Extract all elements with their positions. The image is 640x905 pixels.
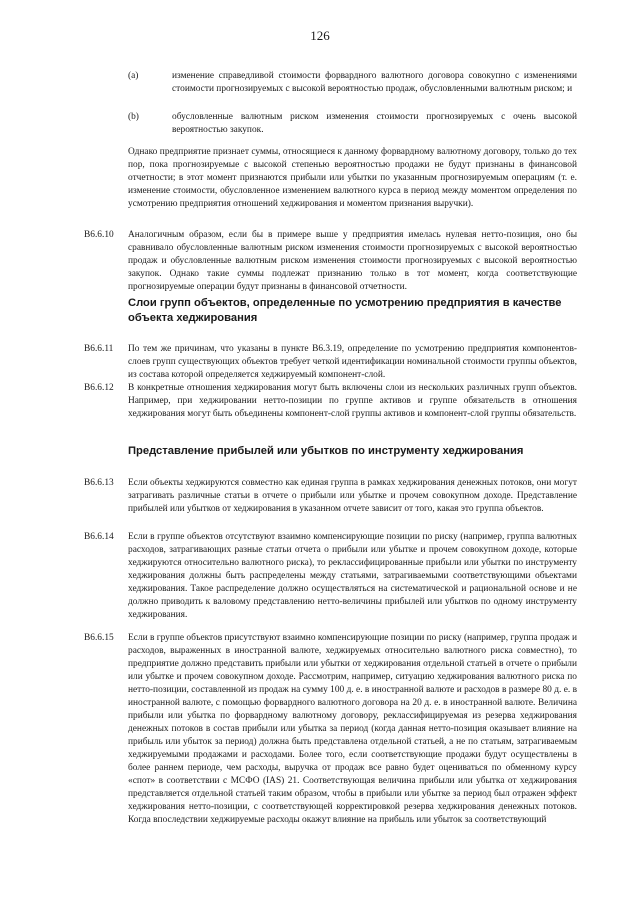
body-paragraph: В конкретные отношения хеджирования могут быть включены слои из нескольких различных групп объектов. Например, при хеджировании нетто-позиции по группе активов и группе обязательств в отношения хеджирования могут быть объединены компонент-слой группы активов и компонент-слой группы обязательств. — [128, 383, 577, 419]
list-item-label: (b) — [128, 112, 139, 122]
body-paragraph: По тем же причинам, что указаны в пункте B6.3.19, определение по усмотрению предприятия компонентов-слоев групп существующих объектов требует четкой идентификации номинальной стоимости группы объектов, из состава которой определяется хеджируемый компонент-слой. — [128, 344, 577, 380]
paragraph-number: B6.6.12 — [84, 383, 114, 393]
body-paragraph: Если в группе объектов присутствуют взаимно компенсирующие позиции по риску (например, группа продаж и расходов, выраженных в иностранной валюте, хеджируемых относительно валютного риска совместно), то предприятие должно представить прибыли или убытки от хеджирования отдельной статьей в отчете о прибыли или убытке и прочем совокупном доходе. Рассмотрим, например, ситуацию хеджирования валютного риска по нетто-позиции, составленной из продаж на сумму 100 д. е. в иностранной валюте и расходов в размере 80 д. е. в иностранной валюте, с помощью форвардного валютного договора на 20 д. е. в иностранной валюте. Величина прибыли или убытка по форвардному валютному договору, реклассифицируемая из резерва хеджирования денежных потоков в состав прибыли или убытка за период (когда данная нетто-позиция оказывает влияние на прибыль или убыток за период) должна быть представлена отдельной статьей, а не по статьям, затрагиваемым хеджируемыми продажами и расходами. Более того, если соответствующие продажи будут осуществлены в более раннем периоде, чем расходы, выручка от продаж все равно будет оцениваться по обменному курсу «спот» в соответствии с МСФО (IAS) 21. Соответствующая величина прибыли или убытка от хеджирования представляется отдельной статьей таким образом, чтобы в прибыли или убытке за период был отражен эффект хеджирования нетто-позиции, с соответствующей корректировкой резерва хеджирования денежных потоков. Когда впоследствии хеджируемые расходы окажут влияние на прибыль или убыток за соответствующий — [128, 633, 577, 825]
list-item-text: обусловленные валютным риском изменения стоимости прогнозируемых с очень высокой вероятностью закупок. — [172, 112, 577, 135]
paragraph-number: B6.6.10 — [84, 230, 114, 240]
section-heading: Представление прибылей или убытков по инструменту хеджирования — [128, 445, 524, 457]
paragraph-number: B6.6.11 — [84, 344, 114, 354]
list-item-text: изменение справедливой стоимости форвардного валютного договора совокупно с изменениями стоимости прогнозируемых с высокой вероятностью продаж, обусловленными валютным риском; и — [172, 71, 577, 94]
body-paragraph: Если в группе объектов отсутствуют взаимно компенсирующие позиции по риску (например, группа валютных расходов, затрагивающих разные статьи отчета о прибыли или убытке и прочем совокупном доходе, которые хеджируются относительно валютного риска), то реклассифицированные прибыли или убытки по инструменту хеджирования должны быть распределены между статьями, затрагиваемыми соответствующими объектами хеджирования. Такое распределение должно осуществляться на систематической и рациональной основе и не должно приводить к валовому представлению нетто-величины прибылей или убытков по одному инструменту хеджирования. — [128, 532, 577, 620]
body-paragraph: Если объекты хеджируются совместно как единая группа в рамках хеджирования денежных потоков, они могут затрагивать различные статьи в отчете о прибыли или убытке и прочем совокупном доходе. Представление прибылей или убытков от хеджирования в указанном отчете зависит от того, какая это группа объектов. — [128, 478, 577, 514]
page-number: 126 — [310, 28, 330, 43]
list-item-label: (a) — [128, 71, 139, 81]
body-paragraph: Аналогичным образом, если бы в примере выше у предприятия имелась нулевая нетто-позиция, оно бы сравнивало обусловленные валютным риском изменения стоимости прогнозируемых с высокой вероятностью продаж и обусловленные валютным риском изменения стоимости прогнозируемых с высокой вероятностью закупок. Однако такие суммы подлежат признанию только в тот момент, когда соответствующие прогнозируемые операции будут признаны в финансовой отчетности. — [128, 230, 577, 292]
paragraph-number: B6.6.13 — [84, 478, 114, 488]
section-heading: Слои групп объектов, определенные по усмотрению предприятия в качестве объекта хеджирования — [128, 297, 562, 324]
paragraph-number: B6.6.14 — [84, 532, 114, 542]
paragraph-number: B6.6.15 — [84, 633, 114, 643]
body-paragraph: Однако предприятие признает суммы, относящиеся к данному форвардному валютному договору, только до тех пор, пока прогнозируемые с высокой степенью вероятностью продажи не будут признаны в финансовой отчетности; в этот момент признаются прибыли или убытки по указанным прогнозируемым операциям (т. е. изменение стоимости, обусловленное изменением валютного курса в период между моментом определения по усмотрению предприятия отношений хеджирования и моментом признания выручки). — [128, 147, 577, 209]
